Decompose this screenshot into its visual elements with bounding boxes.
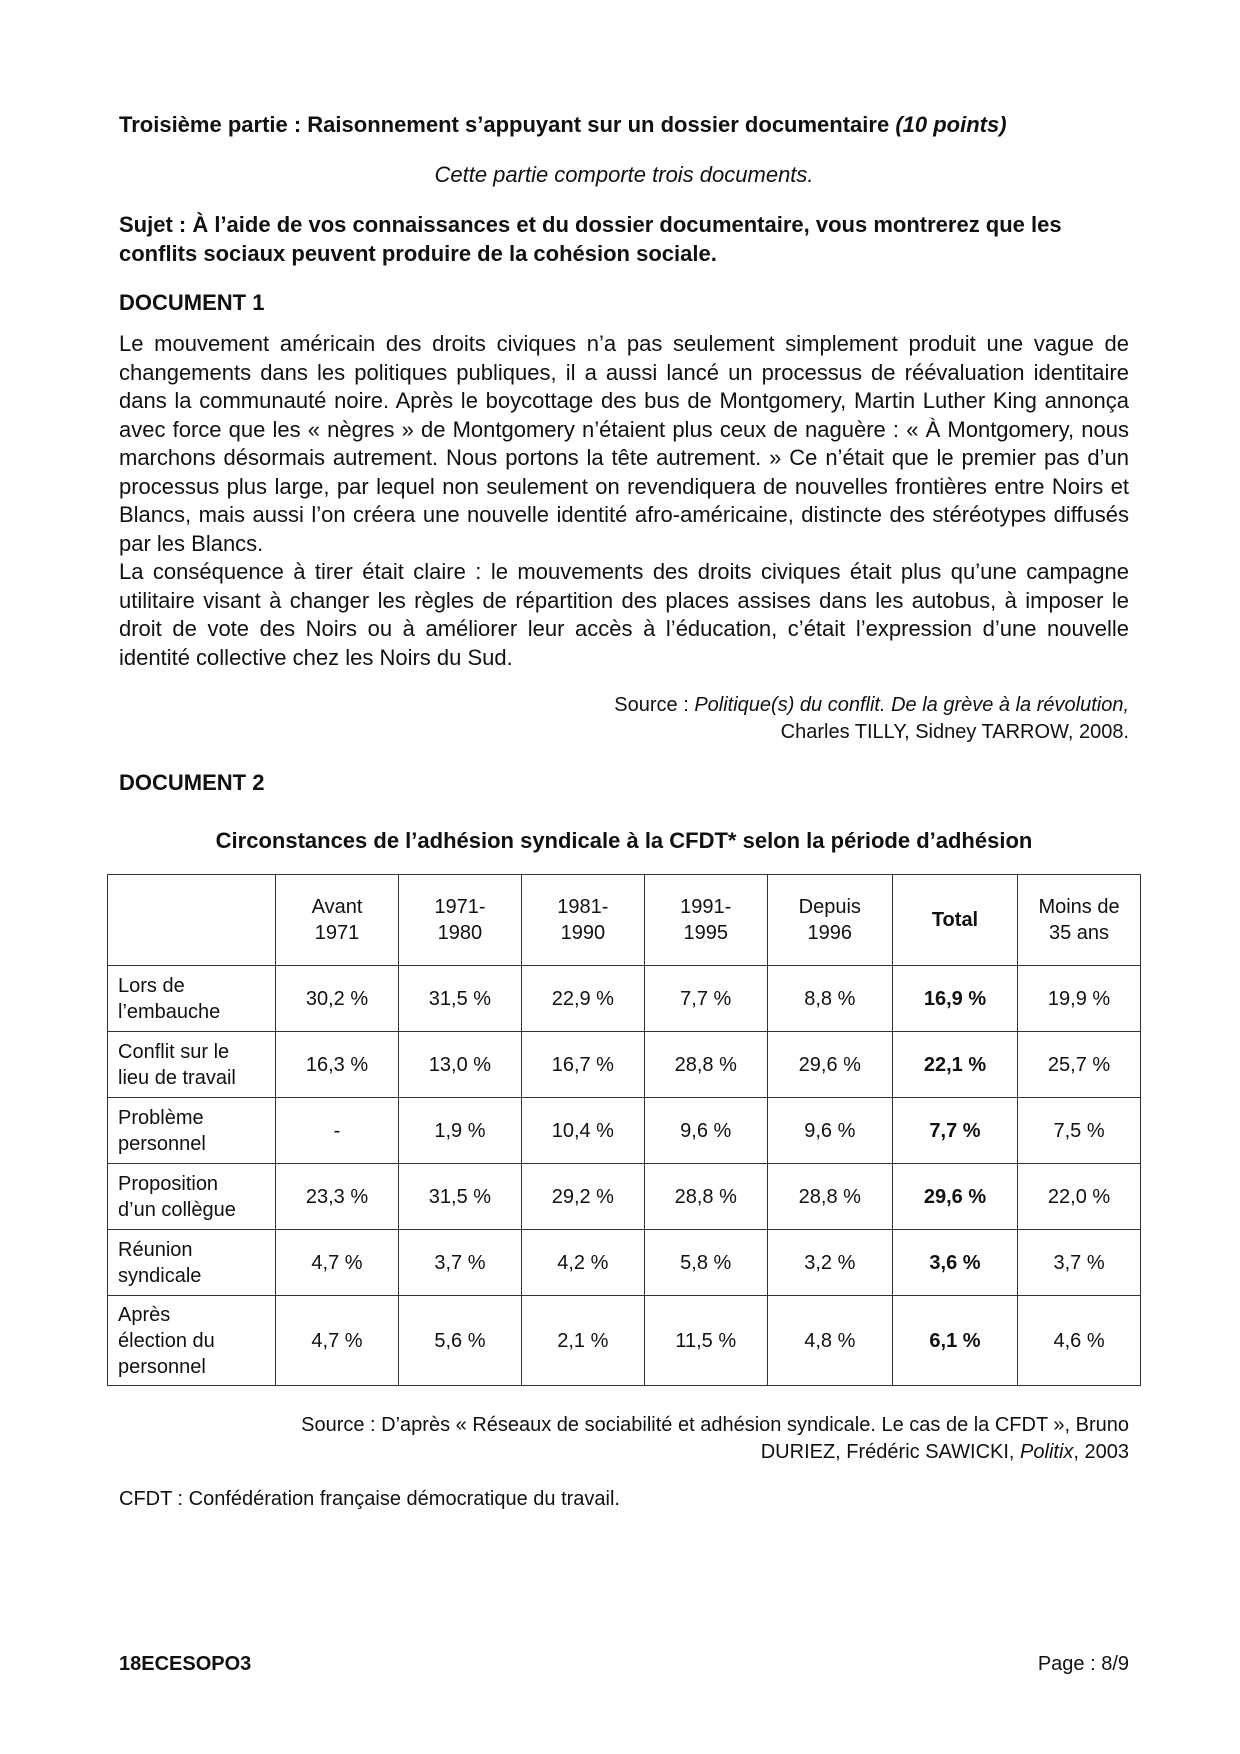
table-cell: 22,9 % [521, 966, 644, 1032]
part-points: (10 points) [895, 112, 1007, 137]
table-cell: 28,8 % [644, 1164, 767, 1230]
table-cell: 22,0 % [1018, 1164, 1141, 1230]
column-header: Depuis 1996 [767, 875, 892, 966]
table-cell: 4,7 % [276, 1296, 399, 1386]
table-corner-cell [108, 875, 276, 966]
source-line: Source : D’après « Réseaux de sociabilité et adhésion syndicale. Le cas de la CFDT », Bruno [301, 1414, 1129, 1436]
table-row [108, 1164, 1141, 1230]
row-label: Réunion syndicale [108, 1230, 276, 1296]
table-row [108, 966, 1141, 1032]
column-header: 1981- 1990 [521, 875, 644, 966]
table-cell: 13,0 % [398, 1032, 521, 1098]
table-cell-total: 3,6 % [892, 1230, 1017, 1296]
table-cell-total: 16,9 % [892, 966, 1017, 1032]
table-cell: 16,3 % [276, 1032, 399, 1098]
table-cell: 3,7 % [398, 1230, 521, 1296]
table-row [108, 1296, 1141, 1386]
table-cell: 23,3 % [276, 1164, 399, 1230]
document-2-source [119, 1412, 1129, 1466]
table-cell: 4,7 % [276, 1230, 399, 1296]
table-row [108, 1032, 1141, 1098]
table-cell: 9,6 % [767, 1098, 892, 1164]
row-label: Conflit sur le lieu de travail [108, 1032, 276, 1098]
table-cell: 5,6 % [398, 1296, 521, 1386]
table-cell-total: 6,1 % [892, 1296, 1017, 1386]
table-cell-total: 22,1 % [892, 1032, 1017, 1098]
source-authors: DURIEZ, Frédéric SAWICKI, [760, 1441, 1021, 1463]
table-cell-total: 29,6 % [892, 1164, 1017, 1230]
table-cell: 11,5 % [644, 1296, 767, 1386]
source-title: Politique(s) du conflit. De la grève à la révolution, [694, 694, 1129, 716]
intro-text: Cette partie comporte trois documents. [434, 162, 814, 187]
table-title: Circonstances de l’adhésion syndicale à la CFDT* selon la période d’adhésion [215, 828, 1033, 853]
table-cell: - [276, 1098, 399, 1164]
part-heading [119, 110, 1129, 140]
table-cell: 4,2 % [521, 1230, 644, 1296]
table-cell: 2,1 % [521, 1296, 644, 1386]
column-header: 1971- 1980 [398, 875, 521, 966]
document-1-title: DOCUMENT 1 [119, 290, 265, 315]
column-header: Moins de 35 ans [1018, 875, 1141, 966]
source-authors: Charles TILLY, Sidney TARROW, 2008. [780, 721, 1129, 743]
table-cell: 19,9 % [1018, 966, 1141, 1032]
table-cell: 4,6 % [1018, 1296, 1141, 1386]
table-cell: 16,7 % [521, 1032, 644, 1098]
source-year: , 2003 [1073, 1441, 1129, 1463]
table-cell-total: 7,7 % [892, 1098, 1017, 1164]
table-cell: 28,8 % [767, 1164, 892, 1230]
table-cell: 29,6 % [767, 1032, 892, 1098]
table-cell: 3,2 % [767, 1230, 892, 1296]
subject-text: Sujet : À l’aide de vos connaissances et du dossier documentaire, vous montrerez que les conflits sociaux peuvent produire de la cohésion sociale. [119, 212, 1062, 266]
table-row [108, 1230, 1141, 1296]
document-page [119, 110, 1129, 1513]
document-1-body [119, 330, 1129, 672]
table-cell: 7,7 % [644, 966, 767, 1032]
row-label: Lors de l’embauche [108, 966, 276, 1032]
table-cell: 7,5 % [1018, 1098, 1141, 1164]
table-cell: 28,8 % [644, 1032, 767, 1098]
table-row [108, 1098, 1141, 1164]
column-header-total: Total [892, 875, 1017, 966]
row-label: Proposition d’un collègue [108, 1164, 276, 1230]
part-heading-text: Troisième partie : Raisonnement s’appuyant sur un dossier documentaire [119, 112, 890, 137]
table-cell: 29,2 % [521, 1164, 644, 1230]
adhesion-table [107, 874, 1141, 1386]
row-label: Problème personnel [108, 1098, 276, 1164]
document-2-title: DOCUMENT 2 [119, 770, 265, 795]
column-header: 1991- 1995 [644, 875, 767, 966]
source-journal: Politix [1020, 1441, 1074, 1463]
table-cell: 31,5 % [398, 966, 521, 1032]
footnote: CFDT : Confédération française démocratique du travail. [119, 1488, 620, 1510]
table-cell: 25,7 % [1018, 1032, 1141, 1098]
table-cell: 9,6 % [644, 1098, 767, 1164]
exam-code: 18ECESOPO3 [119, 1653, 252, 1675]
table-cell: 1,9 % [398, 1098, 521, 1164]
column-header: Avant 1971 [276, 875, 399, 966]
document-1-paragraph: La conséquence à tirer était claire : le mouvements des droits civiques était plus qu’une campagne utilitaire visant à changer les règles de répartition des places assises dans les autobus, à imposer le droit de vote des Noirs ou à améliorer leur accès à l’éducation, c’était l’expression d’une nouvelle identité collective chez les Noirs du Sud. [119, 559, 1129, 670]
source-prefix: Source : [614, 694, 695, 716]
table-cell: 5,8 % [644, 1230, 767, 1296]
page-number: Page : 8/9 [1037, 1653, 1129, 1675]
table-cell: 8,8 % [767, 966, 892, 1032]
table-cell: 10,4 % [521, 1098, 644, 1164]
document-1-paragraph: Le mouvement américain des droits civiques n’a pas seulement simplement produit une vague de changements dans les politiques publiques, il a aussi lancé un processus de réévaluation identitaire dans la communauté noire. Après le boycottage des bus de Montgomery, Martin Luther King annonça avec force que les « nègres » de Montgomery n’étaient plus ceux de naguère : « À Montgomery, nous marchons désormais autrement. Nous portons la tête autrement. » Ce n’était que le premier pas d’un processus plus large, par lequel non seulement on revendiquera de nouvelles frontières entre Noirs et Blancs, mais aussi l’on créera une nouvelle identité afro-américaine, distincte des stéréotypes diffusés par les Blancs. [119, 331, 1129, 556]
table-cell: 3,7 % [1018, 1230, 1141, 1296]
document-1-source [119, 692, 1129, 746]
table-cell: 4,8 % [767, 1296, 892, 1386]
table-cell: 30,2 % [276, 966, 399, 1032]
row-label: Après élection du personnel [108, 1296, 276, 1386]
table-cell: 31,5 % [398, 1164, 521, 1230]
